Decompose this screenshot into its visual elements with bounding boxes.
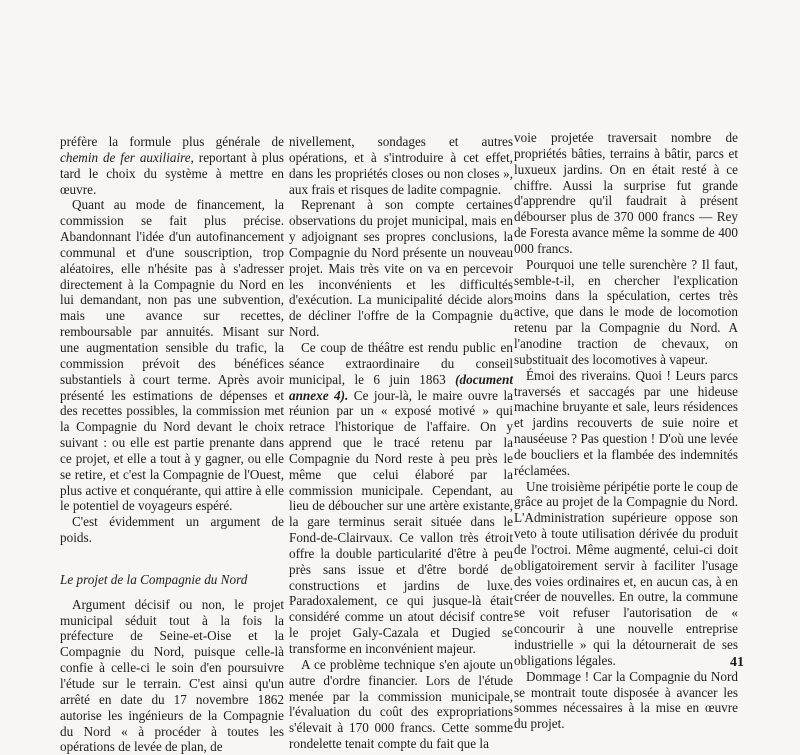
paragraph: Pourquoi une telle surenchère ? Il faut, semble-t-il, en chercher l'explication moins dans la spéculation, certes très active, que dans le mode de locomotion retenu par la Compagnie du Nord. A l'anodine traction de chevaux, on substituait des locomotives à vapeur. — [514, 256, 738, 367]
paragraph: préfère la formule plus générale de chemin de fer auxiliaire, reportant à plus tard le choix du système à mettre en œuvre. — [60, 134, 285, 197]
column-3 — [514, 130, 738, 732]
paragraph: voie projetée traversait nombre de propriétés bâties, terrains à bâtir, parcs et luxueux jardins. On en était resté à ce chiffre. Aussi la surprise fut grande d'apprendre qu'il faudrait à présent débourser plus de 370 000 francs — Rey de Foresta avance même la somme de 400 000 francs. — [514, 130, 738, 256]
paragraph: Dommage ! Car la Compagnie du Nord se montrait toute disposée à avancer les sommes nécessaires à la mise en œuvre du projet. — [514, 668, 738, 732]
paragraph: nivellement, sondages et autres opérations, et à s'introduire à cet effet, dans les propriétés closes ou non closes », aux frais et risques de ladite compagnie. — [289, 134, 513, 197]
italic-term: chemin de fer auxiliaire — [60, 149, 191, 165]
paragraph: A ce problème technique s'en ajoute un autre d'ordre financier. Lors de l'étude menée par la commission municipale, l'évaluation du coût des expropriations s'élevait à 170 000 francs. Cette somme rondelette tenait compte du fait que la — [289, 656, 513, 752]
paragraph: Une troisième péripétie porte le coup de grâce au projet de la Compagnie du Nord. L'Administration supérieure oppose son veto à toute utilisation dérivée du produit de l'octroi. Même augmenté, celui-ci doit obligatoirement servir à faciliter l'usage des voies ordinaires et, en aucun cas, à en créer de nouvelles. En outre, la commune se voit refuser l'autorisation de « concourir à une nouvelle entreprise industrielle » qui la détournerait de ses obligations légales. — [514, 478, 738, 668]
paragraph: Argument décisif ou non, le projet municipal séduit tout à la fois la préfecture de Seine-et-Oise et la Compagnie du Nord, puisque celle-là confie à celle-ci le soin d'en poursuivre l'étude sur le terrain. C'est ainsi qu'un arrêté en date du 17 novembre 1862 autorise les ingénieurs de la Compagnie du Nord « à procéder à toutes les opérations de levée de plan, de — [60, 596, 284, 755]
column-2 — [289, 134, 513, 752]
column-1 — [60, 134, 284, 755]
paragraph: Reprenant à son compte certaines observations du projet municipal, mais en y adjoignant ses propres conclusions, la Compagnie du Nord présente un nouveau projet. Mais très vite on va en percevoir les inconvénients et les difficultés d'exécution. La municipalité décide alors de décliner l'offre de la Compagnie du Nord. — [289, 197, 513, 340]
paragraph: Ce coup de théâtre est rendu public en séance extraordinaire du conseil municipal, le 6 juin 1863 (document annexe 4). Ce jour-là, le maire ouvre la réunion par un « exposé motivé » qui retrace l'historique de l'affaire. On y apprend que le tracé retenu par la Compagnie du Nord reste à peu près le même que celui élaboré par la commission municipale. Cependant, au lieu de déboucher sur une artère existante, la gare terminus serait située dans le Fond-de-Clairvaux. Ce vallon très étroit offre la double particularité d'être à peu près sans issue et d'être bordé de constructions et jardins de luxe. Paradoxalement, ce qui jusque-là était considéré comme un atout décisif contre le projet Galy-Cazala et Dugied se transforme en inconvénient majeur. — [289, 339, 513, 656]
section-heading: Le projet de la Compagnie du Nord — [60, 571, 248, 587]
paragraph: Quant au mode de financement, la commission se fait plus précise. Abandonnant l'idée d'un autofinancement communal et d'une souscription, trop aléatoires, elle n'hésite pas à s'adresser directement à la Compagnie du Nord en lui demandant, non pas une subvention, mais une avance sur recettes, remboursable par annuités. Misant sur une augmentation sensible du trafic, la commission prévoit des bénéfices substantiels à court terme. Après avoir présenté les estimations de dépenses et des recettes possibles, la commission met la Compagnie du Nord devant le choix suivant : ou elle est partie prenante dans ce projet, et elle a tout à y gagner, ou elle se retire, et c'est la Compagnie de l'Ouest, plus active et conquérante, qui attire à elle le potentiel de voyageurs espéré. — [60, 197, 284, 514]
page-number: 41 — [730, 655, 744, 670]
paragraph: C'est évidemment un argument de poids. — [60, 514, 284, 546]
paragraph: Émoi des riverains. Quoi ! Leurs parcs traversés et saccagés par une hideuse machine bruyante et sale, leurs résidences et jardins recouverts de suie noire et nauséeuse ? Pas question ! D'où une levée de boucliers et la flambée des indemnités réclamées. — [514, 367, 738, 478]
document-reference: (document annexe 4). — [289, 371, 513, 403]
